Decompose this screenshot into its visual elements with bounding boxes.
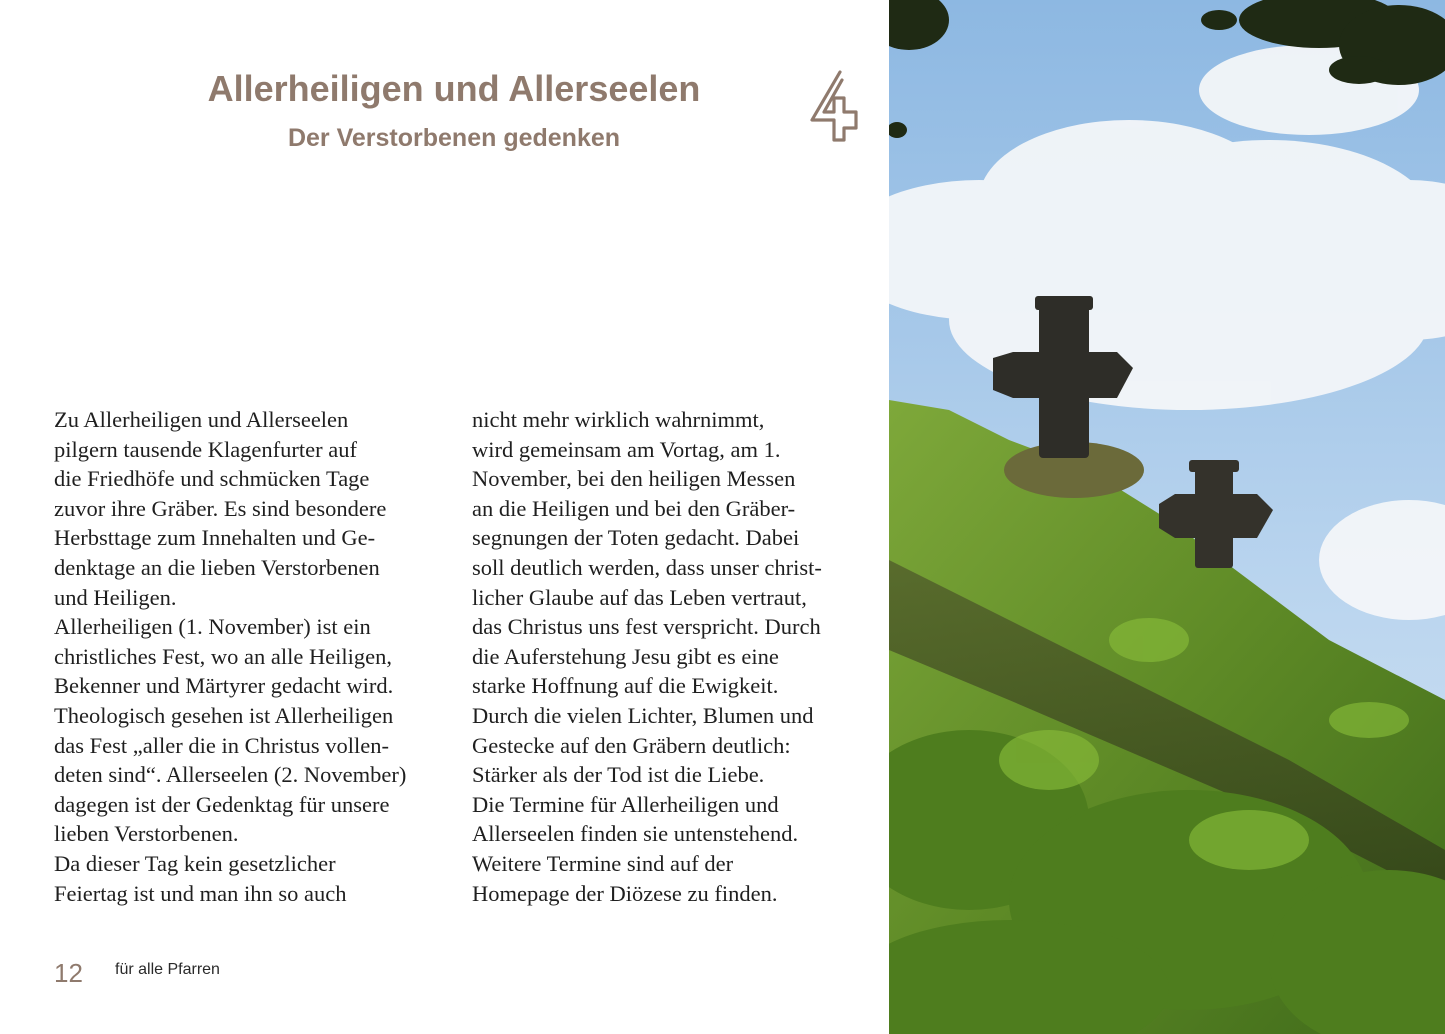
body-text-line: zuvor ihre Gräber. Es sind besondere: [54, 495, 387, 521]
body-text-line: die Auferstehung Jesu gibt es eine: [472, 643, 779, 669]
body-text-line: licher Glaube auf das Leben vertraut,: [472, 584, 807, 610]
body-text-line: wird gemeinsam am Vortag, am 1.: [472, 436, 781, 462]
body-text-line: dagegen ist der Gedenktag für unsere: [54, 791, 390, 817]
body-text-line: christliches Fest, wo an alle Heiligen,: [54, 643, 393, 669]
body-text-line: Durch die vielen Lichter, Blumen und: [472, 702, 814, 728]
body-column-1: [54, 405, 434, 908]
body-text-line: das Fest „aller die in Christus vollen-: [54, 732, 389, 758]
body-text-line: deten sind“. Allerseelen (2. November): [54, 762, 407, 788]
body-text-line: Die Termine für Allerheiligen und: [472, 791, 779, 817]
page-title: Allerheiligen und Allerseelen: [207, 68, 701, 109]
page-number: 12: [54, 958, 83, 988]
body-text-line: die Friedhöfe und schmücken Tage: [54, 466, 370, 492]
body-text-line: Herbsttage zum Innehalten und Ge-: [54, 525, 376, 551]
body-text-line: Bekenner und Märtyrer gedacht wird.: [54, 673, 394, 699]
body-text-line: pilgern tausende Klagenfurter auf: [54, 436, 357, 462]
body-text-line: Allerseelen finden sie untenstehend.: [472, 821, 799, 847]
body-text-line: denktage an die lieben Verstorbenen: [54, 554, 380, 580]
body-text-line: soll deutlich werden, dass unser christ-: [472, 554, 822, 580]
body-text-line: an die Heiligen und bei den Gräber-: [472, 495, 796, 521]
body-text-line: Feiertag ist und man ihn so auch: [54, 880, 347, 906]
body-text-line: Theologisch gesehen ist Allerheiligen: [54, 702, 394, 728]
body-text-line: und Heiligen.: [54, 584, 177, 610]
body-column-2: [472, 405, 872, 908]
page-subtitle: Der Verstorbenen gedenken: [287, 124, 621, 152]
body-text-line: Gestecke auf den Gräbern deutlich:: [472, 732, 791, 758]
body-text-line: starke Hoffnung auf die Ewigkeit.: [472, 673, 779, 699]
body-text-line: Da dieser Tag kein gesetzlicher: [54, 850, 336, 876]
grave-crosses-photo: [889, 0, 1445, 1034]
body-text-line: segnungen der Toten gedacht. Dabei: [472, 525, 800, 551]
body-text-line: nicht mehr wirklich wahrnimmt,: [472, 407, 765, 432]
body-text-line: Stärker als der Tod ist die Liebe.: [472, 762, 765, 788]
body-text-line: Homepage der Diözese zu finden.: [472, 880, 778, 906]
body-text-line: lieben Verstorbenen.: [54, 821, 239, 847]
body-text-line: Zu Allerheiligen und Allerseelen: [54, 407, 349, 432]
body-text-line: das Christus uns fest verspricht. Durch: [472, 614, 821, 640]
body-text-line: Allerheiligen (1. November) ist ein: [54, 614, 371, 640]
body-text-line: Weitere Termine sind auf der: [472, 850, 734, 876]
body-text-line: November, bei den heiligen Messen: [472, 466, 796, 492]
footer-text: für alle Pfarren: [115, 961, 220, 978]
cross-4-logo-icon: [800, 68, 862, 146]
